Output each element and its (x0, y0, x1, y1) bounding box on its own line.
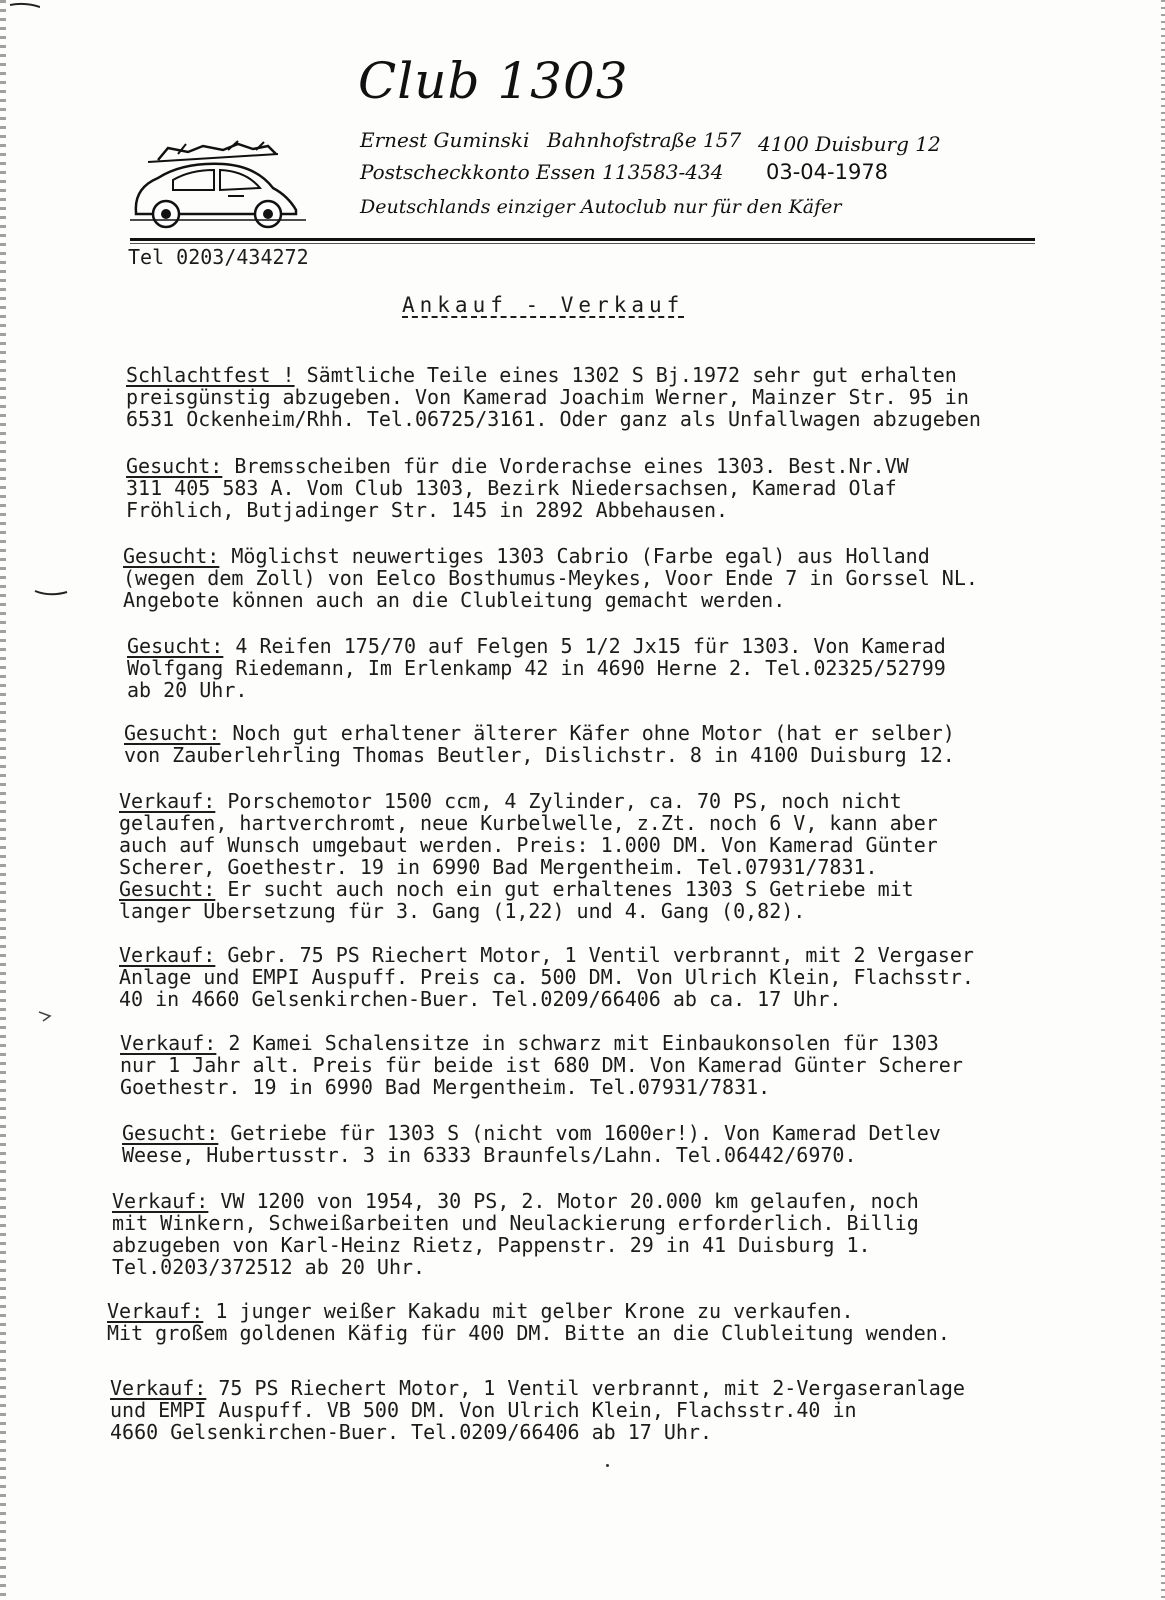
street-address: Bahnhofstraße 157 (547, 128, 742, 152)
ad-keyword: Gesucht: (119, 877, 216, 901)
ad-line (123, 589, 978, 611)
ad-line (120, 1054, 963, 1076)
ad-kaefer-ohne-motor (124, 722, 955, 766)
ad-line (120, 1076, 963, 1098)
ad-line (119, 988, 974, 1010)
club-title: Club 1303 (358, 52, 629, 110)
ad-line (119, 790, 938, 812)
letterhead-rule (130, 238, 1035, 241)
ad-keyword: Gesucht: (123, 544, 220, 568)
ad-text: mit Winkern, Schweißarbeiten und Neulackierung erforderlich. Billig (112, 1211, 919, 1235)
owner-name: Ernest Guminski (360, 128, 530, 152)
ad-line (122, 1144, 941, 1166)
ad-bremsscheiben (126, 455, 909, 521)
ad-line (123, 567, 978, 589)
ad-line (112, 1234, 919, 1256)
ad-text: 40 in 4660 Gelsenkirchen-Buer. Tel.0209/66406 ab ca. 17 Uhr. (119, 987, 842, 1011)
ad-keyword: Gesucht: (127, 634, 224, 658)
ad-keyword: Verkauf: (110, 1376, 207, 1400)
scan-edge-right (1161, 0, 1165, 1600)
ad-line (122, 1122, 941, 1144)
ad-text: Anlage und EMPI Auspuff. Preis ca. 500 DM. Von Ulrich Klein, Flachsstr. (119, 965, 974, 989)
ad-line (112, 1212, 919, 1234)
ad-vw-1200 (112, 1190, 919, 1278)
city-address: 4100 Duisburg 12 (758, 132, 941, 156)
ad-text: Scherer, Goethestr. 19 in 6990 Bad Mergentheim. Tel.07931/7831. (119, 855, 878, 879)
ad-line (110, 1399, 965, 1421)
ad-getriebe (122, 1122, 941, 1166)
ad-text: Tel.0203/372512 ab 20 Uhr. (112, 1255, 426, 1279)
ad-text: Wolfgang Riedemann, Im Erlenkamp 42 in 4690 Herne 2. Tel.02325/52799 (127, 656, 946, 680)
ad-text: Getriebe für 1303 S (nicht vom 1600er!). Von Kamerad Detlev (218, 1121, 941, 1145)
ad-line (126, 408, 981, 430)
club-slogan: Deutschlands einziger Autoclub nur für den Käfer (360, 196, 842, 218)
ad-text: und EMPI Auspuff. VB 500 DM. Von Ulrich Klein, Flachsstr.40 in (110, 1398, 857, 1422)
ad-text: 4660 Gelsenkirchen-Buer. Tel.0209/66406 ab 17 Uhr. (110, 1420, 713, 1444)
ad-line (127, 657, 946, 679)
ad-line (110, 1377, 965, 1399)
ad-text: Porschemotor 1500 ccm, 4 Zylinder, ca. 70 PS, noch nicht (215, 789, 902, 813)
ad-keyword: Verkauf: (112, 1189, 209, 1213)
ad-schlachtfest (126, 364, 981, 430)
ad-line (119, 900, 938, 922)
club-phone: Tel 0203/434272 (128, 245, 309, 269)
ad-text: Mit großem goldenen Käfig für 400 DM. Bitte an die Clubleitung wenden. (107, 1321, 950, 1345)
ad-text: Er sucht auch noch ein gut erhaltenes 1303 S Getriebe mit (215, 877, 914, 901)
ad-text: gelaufen, hartverchromt, neue Kurbelwelle, z.Zt. noch 6 V, kann aber (119, 811, 938, 835)
ad-keyword: Verkauf: (107, 1299, 204, 1323)
ad-line (107, 1322, 950, 1344)
ad-keyword: Verkauf: (119, 943, 216, 967)
ad-line (119, 966, 974, 988)
ad-text: Bremsscheiben für die Vorderachse eines 1303. Best.Nr.VW (222, 454, 909, 478)
ad-line (120, 1032, 963, 1054)
beetle-car-logo (128, 140, 308, 230)
ad-text: Möglichst neuwertiges 1303 Cabrio (Farbe egal) aus Holland (219, 544, 930, 568)
ad-text: von Zauberlehrling Thomas Beutler, Dislichstr. 8 in 4100 Duisburg 12. (124, 743, 955, 767)
ad-keyword: Gesucht: (122, 1121, 219, 1145)
ad-line (126, 499, 909, 521)
ad-keyword: Gesucht: (124, 721, 221, 745)
ad-line (126, 477, 909, 499)
ad-keyword: Schlachtfest ! (126, 363, 295, 387)
ad-line (126, 364, 981, 386)
ad-line (126, 455, 909, 477)
ad-cabrio (123, 545, 978, 611)
ad-text: 75 PS Riechert Motor, 1 Ventil verbrannt, mit 2-Vergaseranlage (206, 1376, 965, 1400)
ad-text: Goethestr. 19 in 6990 Bad Mergentheim. Tel.07931/7831. (120, 1075, 771, 1099)
ad-reifen (127, 635, 946, 701)
section-title: Ankauf - Verkauf (402, 293, 685, 317)
letter-date: 03-04-1978 (766, 160, 889, 184)
ad-text: ab 20 Uhr. (127, 678, 248, 702)
ad-line (107, 1300, 950, 1322)
ad-riechert-motor (119, 944, 974, 1010)
ad-line (127, 635, 946, 657)
ad-text: Sämtliche Teile eines 1302 S Bj.1972 sehr gut erhalten (294, 363, 957, 387)
ad-text: Angebote können auch an die Clubleitung gemacht werden. (123, 588, 786, 612)
ad-text: 2 Kamei Schalensitze in schwarz mit Einbaukonsolen für 1303 (216, 1031, 939, 1055)
ad-line (119, 944, 974, 966)
ad-text: Noch gut erhaltener älterer Käfer ohne Motor (hat er selber) (220, 721, 955, 745)
ad-text: 1 junger weißer Kakadu mit gelber Krone zu verkaufen. (203, 1299, 854, 1323)
bank-account: Postscheckkonto Essen 113583-434 (360, 160, 724, 184)
ad-line (112, 1256, 919, 1278)
ad-text: (wegen dem Zoll) von Eelco Bosthumus-Meykes, Voor Ende 7 in Gorssel NL. (123, 566, 978, 590)
letterhead-rule-thin (130, 243, 1035, 244)
ad-line (119, 834, 938, 856)
ad-keyword: Gesucht: (126, 454, 223, 478)
ad-kakadu (107, 1300, 950, 1344)
ad-porschemotor (119, 790, 938, 922)
ad-line (119, 812, 938, 834)
ad-text: Weese, Hubertusstr. 3 in 6333 Braunfels/Lahn. Tel.06442/6970. (122, 1143, 857, 1167)
ad-riechert-motor-2 (110, 1377, 965, 1443)
scan-edge-left (0, 0, 6, 1600)
ad-line (110, 1421, 965, 1443)
ad-text: preisgünstig abzugeben. Von Kamerad Joachim Werner, Mainzer Str. 95 in (126, 385, 969, 409)
ad-schalensitze (120, 1032, 963, 1098)
ad-line (119, 856, 938, 878)
ad-line (126, 386, 981, 408)
ad-text: VW 1200 von 1954, 30 PS, 2. Motor 20.000 km gelaufen, noch (208, 1189, 919, 1213)
ad-line (119, 878, 938, 900)
ad-text: nur 1 Jahr alt. Preis für beide ist 680 DM. Von Kamerad Günter Scherer (120, 1053, 963, 1077)
ad-line (124, 722, 955, 744)
ad-text: Fröhlich, Butjadinger Str. 145 in 2892 Abbehausen. (126, 498, 729, 522)
ad-text: abzugeben von Karl-Heinz Rietz, Pappenstr. 29 in 41 Duisburg 1. (112, 1233, 871, 1257)
ad-text: Gebr. 75 PS Riechert Motor, 1 Ventil verbrannt, mit 2 Vergaser (215, 943, 974, 967)
margin-dash-mark (34, 588, 68, 598)
ad-keyword: Verkauf: (120, 1031, 217, 1055)
ad-line (123, 545, 978, 567)
ad-text: 311 405 583 A. Vom Club 1303, Bezirk Niedersachsen, Kamerad Olaf (126, 476, 897, 500)
ad-line (112, 1190, 919, 1212)
ad-text: auch auf Wunsch umgebaut werden. Preis: 1.000 DM. Von Kamerad Günter (119, 833, 938, 857)
scan-speck (606, 1464, 609, 1467)
ad-text: 6531 Ockenheim/Rhh. Tel.06725/3161. Oder ganz als Unfallwagen abzugeben (126, 407, 981, 431)
margin-tick-mark (38, 1010, 52, 1022)
ad-line (127, 679, 946, 701)
ad-keyword: Verkauf: (119, 789, 216, 813)
ad-text: langer Übersetzung für 3. Gang (1,22) und 4. Gang (0,82). (119, 899, 806, 923)
ad-line (124, 744, 955, 766)
ad-text: 4 Reifen 175/70 auf Felgen 5 1/2 Jx15 für 1303. Von Kamerad (223, 634, 946, 658)
corner-scan-mark (10, 2, 40, 8)
